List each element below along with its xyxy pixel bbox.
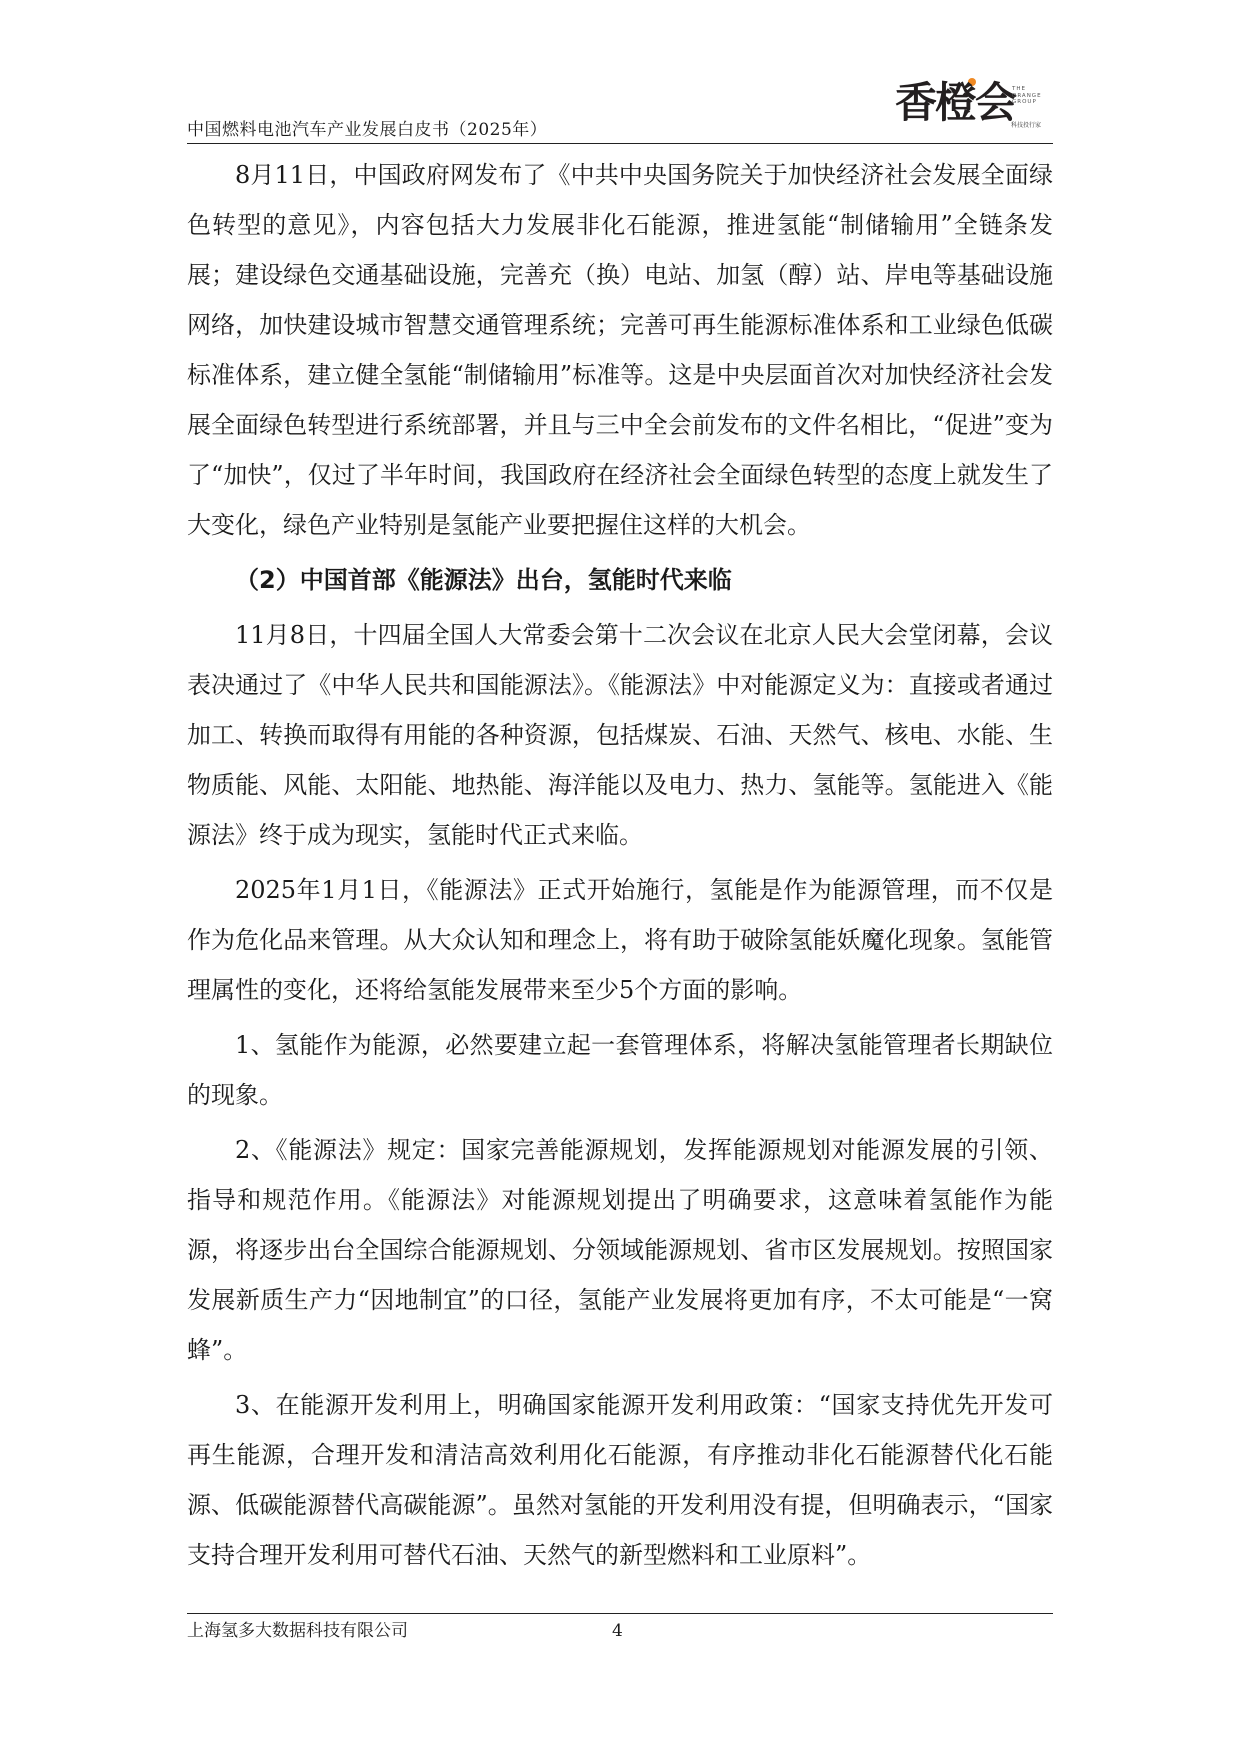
orange-group-logo xyxy=(895,78,1055,130)
paragraph-energy-law-passed: 11月8日，十四届全国人大常委会第十二次会议在北京人民大会堂闭幕，会议表决通过了《中华人民共和国能源法》。《能源法》中对能源定义为：直接或者通过加工、转换而取得有用能的各种资源，包括煤炭、石油、天然气、核电、水能、生物质能、风能、太阳能、地热能、海洋能以及电力、热力、氢能等。氢能进入《能源法》终于成为现实，氢能时代正式来临。 xyxy=(187,621,1053,849)
list-item-impact-1: 1、氢能作为能源，必然要建立起一套管理体系，将解决氢能管理者长期缺位的现象。 xyxy=(187,1031,1053,1109)
list-item-impact-2: 2、《能源法》规定：国家完善能源规划，发挥能源规划对能源发展的引领、指导和规范作用。《能源法》对能源规划提出了明确要求，这意味着氢能作为能源，将逐步出台全国综合能源规划、分领域能源规划、省市区发展规划。按照国家发展新质生产力“因地制宜”的口径，氢能产业发展将更加有序，不太可能是“一窝蜂”。 xyxy=(187,1136,1053,1364)
header-divider xyxy=(187,143,1053,144)
page-body xyxy=(187,150,1053,1580)
footer-divider xyxy=(187,1613,1053,1614)
logo-english-text: THE ORANGE GROUP xyxy=(1012,86,1042,105)
list-item-impact-3: 3、在能源开发利用上，明确国家能源开发利用政策：“国家支持优先开发可再生能源，合理开发和清洁高效利用化石能源，有序推动非化石能源替代化石能源、低碳能源替代高碳能源”。虽然对氢能的开发利用没有提，但明确表示，“国家支持合理开发利用可替代石油、天然气的新型燃料和工业原料”。 xyxy=(187,1391,1053,1569)
document-header-title: 中国燃料电池汽车产业发展白皮书（2025年） xyxy=(187,120,548,140)
logo-tagline: 科技投行家 xyxy=(1011,122,1042,129)
logo-brand-text: 香橙会 xyxy=(895,78,1016,127)
section-heading-energy-law: （2）中国首部《能源法》出台，氢能时代来临 xyxy=(235,566,732,594)
paragraph-energy-law-effective: 2025年1月1日，《能源法》正式开始施行，氢能是作为能源管理，而不仅是作为危化品来管理。从大众认知和理念上，将有助于破除氢能妖魔化现象。氢能管理属性的变化，还将给氢能发展带来至少5个方面的影响。 xyxy=(187,876,1053,1004)
paragraph-green-transition: 8月11日，中国政府网发布了《中共中央国务院关于加快经济社会发展全面绿色转型的意见》，内容包括大力发展非化石能源，推进氢能“制储输用”全链条发展；建设绿色交通基础设施，完善充（换）电站、加氢（醇）站、岸电等基础设施网络，加快建设城市智慧交通管理系统；完善可再生能源标准体系和工业绿色低碳标准体系，建立健全氢能“制储输用”标准等。这是中央层面首次对加快经济社会发展全面绿色转型进行系统部署，并且与三中全会前发布的文件名相比，“促进”变为了“加快”，仅过了半年时间，我国政府在经济社会全面绿色转型的态度上就发生了大变化，绿色产业特别是氢能产业要把握住这样的大机会。 xyxy=(187,161,1053,539)
footer-company-name: 上海氢多大数据科技有限公司 xyxy=(187,1621,408,1641)
page-number: 4 xyxy=(612,1621,623,1641)
